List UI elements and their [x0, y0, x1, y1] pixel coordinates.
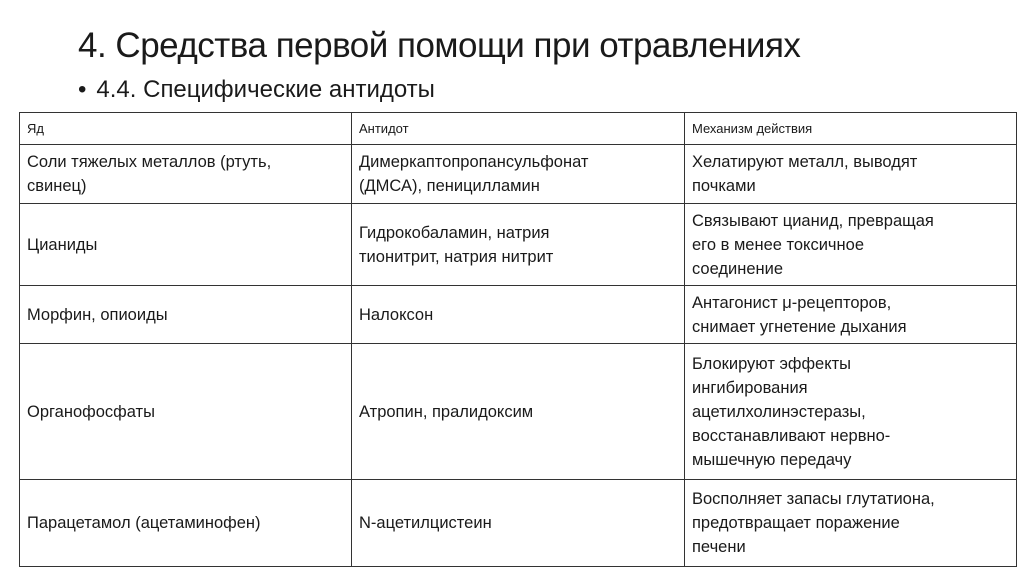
poison-text-line: Парацетамол (ацетаминофен)	[27, 514, 261, 532]
mechanism-text-line: Блокируют эффекты	[692, 354, 852, 373]
cell-mechanism	[685, 145, 1017, 204]
table-row	[20, 480, 1017, 567]
poison-text-line: Соли тяжелых металлов (ртуть,	[27, 153, 272, 171]
mechanism-text-line: Связывают цианид, превращая	[692, 211, 934, 230]
poison-text-line: свинец)	[27, 177, 87, 195]
antidote-text-line: тионитрит, натрия нитрит	[359, 247, 554, 266]
cell-antidote	[352, 145, 685, 204]
poison-text-line: Цианиды	[27, 235, 98, 254]
table-row	[20, 344, 1017, 480]
header-mechanism: Механизм действия	[685, 113, 1017, 145]
mechanism-text-line: предотвращает поражение	[692, 514, 900, 532]
slide-title: 4. Средства первой помощи при отравлениях	[78, 26, 801, 65]
mechanism-text-line: Восполняет запасы глутатиона,	[692, 490, 935, 508]
cell-poison	[20, 344, 352, 480]
mechanism-text-line: мышечную передачу	[692, 450, 852, 469]
cell-mechanism	[685, 204, 1017, 286]
mechanism-text-line: почками	[692, 177, 756, 195]
antidotes-table	[19, 112, 1017, 567]
cell-poison	[20, 286, 352, 344]
antidote-text-line: Димеркаптопропансульфонат	[359, 153, 589, 171]
header-poison: Яд	[20, 113, 352, 145]
cell-antidote	[352, 480, 685, 567]
mechanism-text-line: соединение	[692, 259, 784, 278]
mechanism-text-line: восстанавливают нервно-	[692, 426, 891, 445]
mechanism-text-line: его в менее токсичное	[692, 235, 864, 254]
table-row	[20, 145, 1017, 204]
table-header-row	[20, 113, 1017, 145]
mechanism-text-line: Хелатируют металл, выводят	[692, 153, 918, 171]
cell-poison	[20, 480, 352, 567]
cell-mechanism	[685, 286, 1017, 344]
mechanism-text-line: снимает угнетение дыхания	[692, 317, 907, 336]
poison-text-line: Морфин, опиоиды	[27, 305, 168, 324]
cell-poison	[20, 204, 352, 286]
cell-antidote	[352, 344, 685, 480]
mechanism-text-line: печени	[692, 538, 746, 556]
cell-mechanism	[685, 344, 1017, 480]
table-row	[20, 204, 1017, 286]
slide-subtitle	[78, 76, 435, 104]
cell-antidote	[352, 204, 685, 286]
antidote-text-line: Налоксон	[359, 305, 434, 324]
bullet-icon: •	[78, 76, 87, 103]
antidote-text-line: Атропин, пралидоксим	[359, 402, 534, 421]
mechanism-text-line: ингибирования	[692, 378, 808, 397]
cell-mechanism	[685, 480, 1017, 567]
mechanism-text-line: ацетилхолинэстеразы,	[692, 402, 866, 421]
cell-poison	[20, 145, 352, 204]
antidote-text-line: N-ацетилцистеин	[359, 514, 492, 532]
antidote-text-line: Гидрокобаламин, натрия	[359, 223, 550, 242]
antidote-text-line: (ДМСА), пеницилламин	[359, 177, 540, 195]
table-row	[20, 286, 1017, 344]
header-antidote: Антидот	[352, 113, 685, 145]
mechanism-text-line: Антагонист μ-рецепторов,	[692, 293, 892, 312]
subtitle-text: 4.4. Специфические антидоты	[96, 76, 435, 103]
cell-antidote	[352, 286, 685, 344]
poison-text-line: Органофосфаты	[27, 402, 155, 421]
